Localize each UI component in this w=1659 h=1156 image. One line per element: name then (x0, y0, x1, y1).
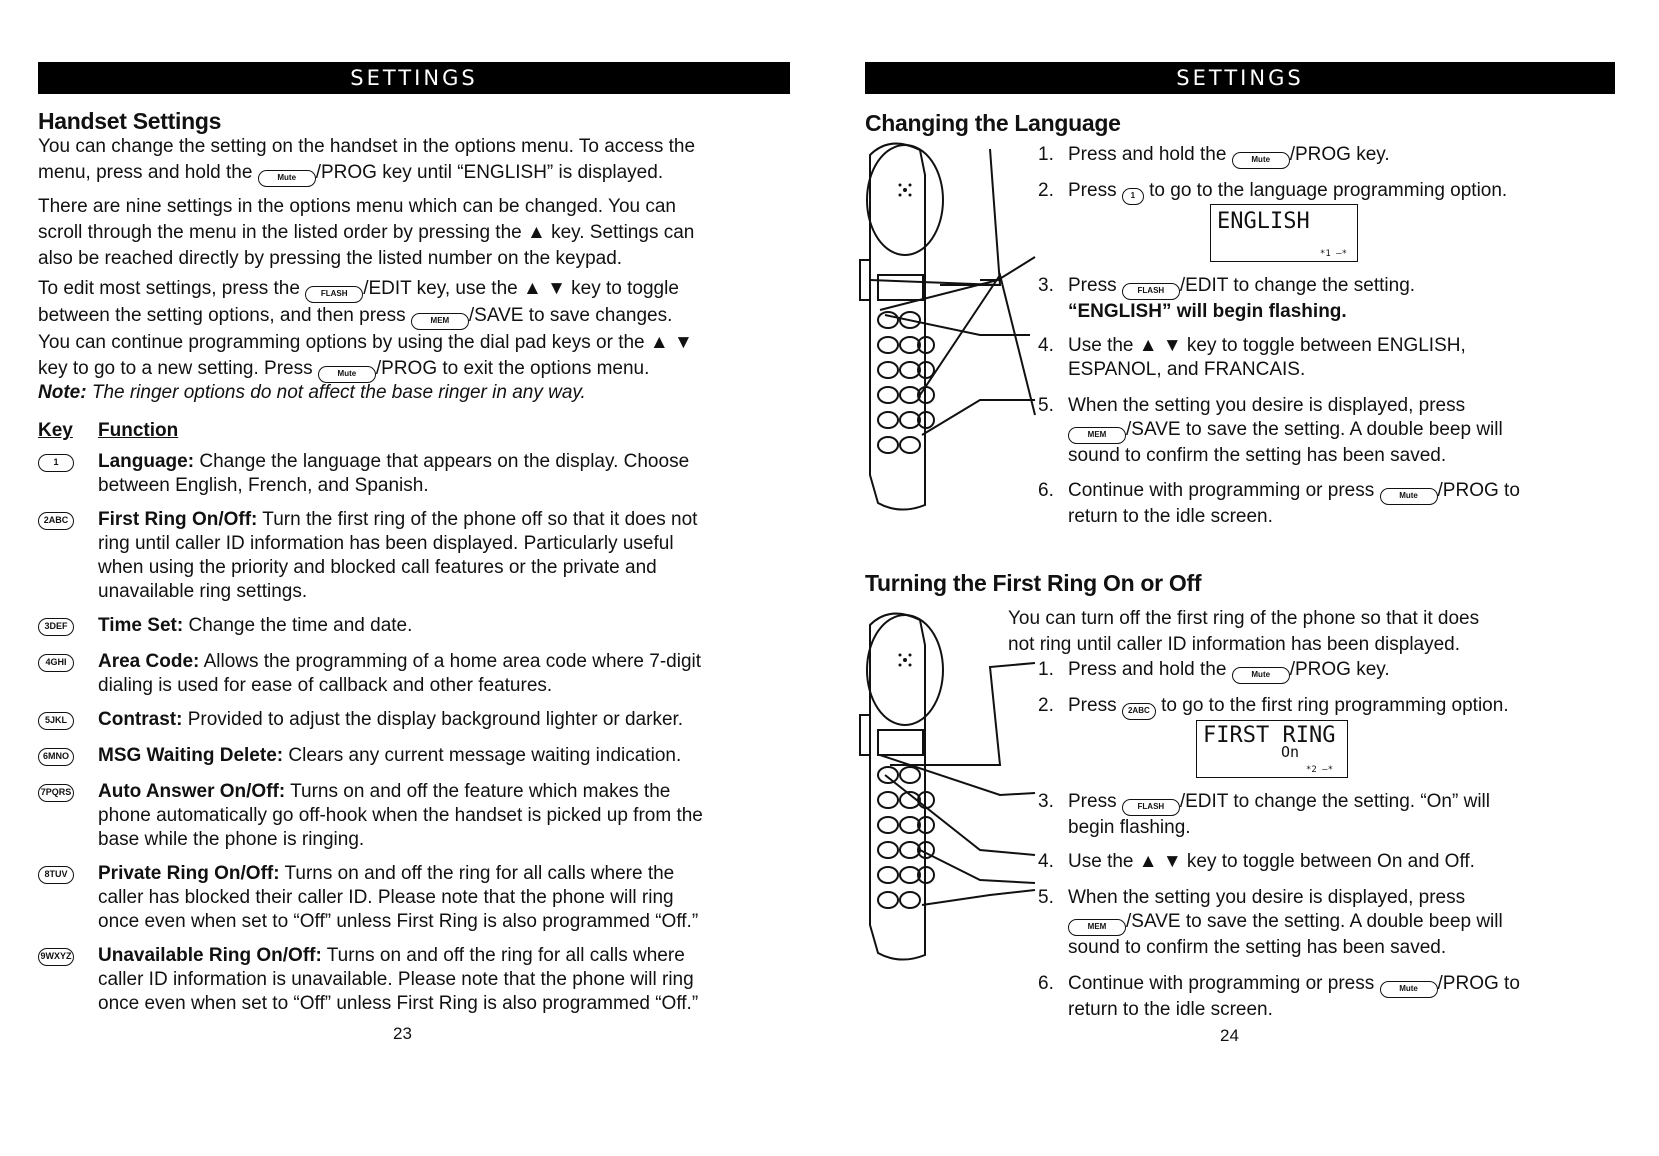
intro-2c: also be reached directly by pressing the listed number on the keypad. (38, 248, 623, 269)
mute-key-icon: Mute (318, 366, 376, 383)
function-text: Unavailable Ring On/Off: Turns on and off the ring for all calls where caller ID information is unavailable. Please note that the phone will ring once even when set to “Off” unless First Ring is also programmed “Off.” (98, 945, 699, 1014)
key-1-icon: 1 (38, 454, 74, 472)
col-function-header: Function (98, 420, 179, 441)
mute-key-icon: Mute (258, 170, 316, 187)
function-name: Private Ring On/Off: (98, 863, 280, 884)
handset-illustration-icon (830, 605, 1050, 965)
key-2-icon: 2ABC (38, 512, 74, 530)
function-text: MSG Waiting Delete: Clears any current message waiting indication. (98, 745, 682, 766)
lcd-text: FIRST RING (1203, 723, 1336, 748)
mem-key-icon: MEM (1068, 919, 1126, 936)
lcd-indicator: *2 —* (1305, 765, 1333, 775)
note (38, 380, 808, 406)
function-text: Private Ring On/Off: Turns on and off the ring for all calls where the caller has blocked their caller ID. Please note that the phone will ring once even when set to “Off” unless First Ring is also programmed “Off.” (98, 863, 699, 932)
right-header-bar: SETTINGS (865, 62, 1615, 94)
mute-key-icon: Mute (1232, 152, 1290, 169)
mute-key-icon: Mute (1232, 667, 1290, 684)
function-name: Auto Answer On/Off: (98, 781, 286, 802)
intro-2a: There are nine settings in the options menu which can be changed. You can (38, 196, 676, 217)
flash-key-icon: FLASH (1122, 283, 1180, 300)
ring-intro-b: not ring until caller ID information has been displayed. (1008, 634, 1461, 655)
first-ring-title: Turning the First Ring On or Off (865, 570, 1202, 596)
ring-intro-a: You can turn off the first ring of the phone so that it does (1008, 608, 1480, 629)
note-label: Note: (38, 382, 87, 403)
left-page (0, 0, 820, 1156)
handset-illustration-icon (830, 135, 1050, 525)
key-3-icon: 3DEF (38, 618, 74, 636)
mem-key-icon: MEM (1068, 427, 1126, 444)
intro-1a: You can change the setting on the handset in the options menu. To access the (38, 136, 696, 157)
page-number-left: 23 (393, 1024, 412, 1043)
mute-key-icon: Mute (1380, 488, 1438, 505)
lcd-value: On (1281, 743, 1300, 761)
key-9-icon: 9WXYZ (38, 948, 74, 966)
function-text: Auto Answer On/Off: Turns on and off the feature which makes the phone automatically go off-hook when the handset is picked up from the base while the phone is ringing. (98, 781, 703, 850)
flash-key-icon: FLASH (305, 286, 363, 303)
function-text: First Ring On/Off: Turn the first ring of the phone off so that it does not ring until caller ID information has been displayed. Particularly useful when using the priority and blocked call features or the private and unavailable ring settings. (98, 509, 698, 602)
mute-key-icon: Mute (1380, 981, 1438, 998)
lcd-indicator: *1 —* (1319, 249, 1347, 259)
function-name: Contrast: (98, 709, 183, 730)
function-name: Time Set: (98, 615, 184, 636)
function-name: First Ring On/Off: (98, 509, 258, 530)
function-name: Area Code: (98, 651, 200, 672)
function-text: Language: Change the language that appears on the display. Choose between English, French, and Spanish. (98, 451, 690, 496)
key-5-icon: 5JKL (38, 712, 74, 730)
intro-paragraph-1 (38, 134, 808, 187)
key-8-icon: 8TUV (38, 866, 74, 884)
key-7-icon: 7PQRS (38, 784, 74, 802)
mem-key-icon: MEM (411, 313, 469, 330)
intro-paragraph-2 (38, 194, 808, 272)
intro-paragraph-3 (38, 276, 808, 383)
function-name: Unavailable Ring On/Off: (98, 945, 322, 966)
flash-key-icon: FLASH (1122, 799, 1180, 816)
changing-language-title: Changing the Language (865, 110, 1121, 136)
handset-settings-title: Handset Settings (38, 108, 222, 134)
function-text: Time Set: Change the time and date. (98, 615, 413, 636)
function-text: Area Code: Allows the programming of a home area code where 7-digit dialing is used for ease of callback and other features. (98, 651, 702, 696)
left-header-bar: SETTINGS (38, 62, 790, 94)
function-name: MSG Waiting Delete: (98, 745, 284, 766)
ring-lcd-display (1196, 720, 1348, 778)
function-text: Contrast: Provided to adjust the display background lighter or darker. (98, 709, 684, 730)
function-name: Language: (98, 451, 195, 472)
col-key-header: Key (38, 420, 73, 441)
intro-2b: scroll through the menu in the listed order by pressing the ▲ key. Settings can (38, 222, 695, 243)
intro-3c: You can continue programming options by using the dial pad keys or the ▲ ▼ (38, 332, 693, 353)
lcd-text: ENGLISH (1217, 209, 1310, 234)
intro-3a: To edit most settings, press the FLASH /EDIT key, use the ▲ ▼ key to toggle (38, 276, 808, 303)
key-1-icon: 1 (1122, 188, 1144, 205)
key-4-icon: 4GHI (38, 654, 74, 672)
page-number-right: 24 (1220, 1026, 1239, 1045)
lang-lcd-display (1210, 204, 1358, 262)
key-6-icon: 6MNO (38, 748, 74, 766)
key-2-icon: 2ABC (1122, 703, 1156, 720)
intro-3b: between the setting options, and then press MEM /SAVE to save changes. (38, 303, 808, 330)
intro-1b: menu, press and hold the Mute /PROG key until “ENGLISH” is displayed. (38, 160, 808, 187)
note-text: The ringer options do not affect the base ringer in any way. (86, 382, 586, 403)
intro-3d: key to go to a new setting. Press Mute /PROG to exit the options menu. (38, 356, 808, 383)
first-ring-intro (1008, 606, 1628, 658)
right-page: SETTINGS Changing the Language 1. Press and hold the Mute /PROG key. 2. Press 1 to go to the language programming option. ENGLISH *1 —* 3. Press FLASH /EDIT to change the setting. “ENGLISH” will begin flashing. 4. Use the ▲ ▼ key to toggle between ENGLISH, ESPANOL, and FRANCAIS. 5. When the setting you desire is displayed, press MEM /SAVE to save the setting. A double beep will sound to confirm the setting has been saved. 6. Continue with programming or press Mute /PROG to return to the idle screen. Turning the First Ring On or Off You can turn off the first ring of the phone so that it does not ring until caller ID information has been displayed. 1. Press and hold the Mute /PROG key. 2. Press 2ABC to go to the first ring programming option. FIRST RING On *2 —* 3. Press FLASH /EDIT to change the setting. “On” will begin flashing. 4. Use the ▲ ▼ key to toggle between On and Off. 5. When the setting you desire is displayed, press MEM /SAVE to save the setting. A double beep will sound to confirm the setting has been saved. 6. Continue with programming or press Mute /PROG to return to the idle screen. 24 (820, 0, 1659, 1156)
